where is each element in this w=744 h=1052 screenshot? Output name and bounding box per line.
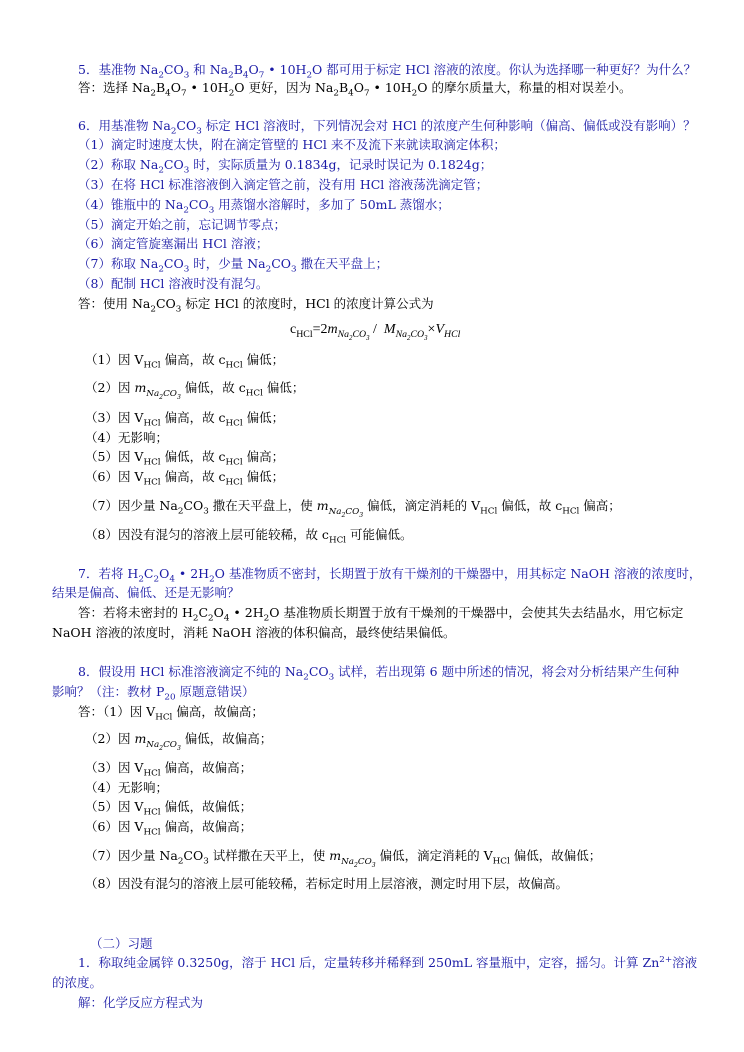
- hcl-concentration-formula: $c_{HCl}=2m_{Na_2CO_3} / M_{Na_2CO_3}\times V_{HCl}$: [290, 322, 461, 342]
- answer-8-item: （4）无影响；: [85, 780, 168, 795]
- problem-1: 1．称取纯金属锌 0.3250g，溶于 HCl 后，定量转移并稀释到 250mL 容量瓶中，定容，摇匀。计算 $Zn^{2+}$溶液: [78, 954, 698, 970]
- answer-8-item: 答：（1）因 $V_{HCl}$ 偏高，故偏高；: [78, 704, 264, 723]
- answer-8-item: （7）因少量 $Na_2CO_3$ 试样撒在天平上，使 $m_{Na_2CO_3}$ 偏低，滴定消耗的 $V_{HCl}$ 偏低，故偏低；: [85, 848, 602, 869]
- problem-1-cont: 的浓度。: [52, 975, 103, 990]
- answer-6-item: （2）因 $m_{Na_2CO_3}$ 偏低，故 $c_{HCl}$ 偏低；: [85, 380, 305, 401]
- question-6-item: （1）滴定时速度太快，附在滴定管壁的 HCl 来不及流下来就读取滴定体积；: [78, 137, 506, 152]
- answer-8-item: （2）因 $m_{Na_2CO_3}$ 偏低，故偏高；: [85, 731, 273, 752]
- question-6-item: （6）滴定管旋塞漏出 HCl 溶液；: [78, 236, 269, 251]
- answer-8-item: （5）因 $V_{HCl}$ 偏低，故偏低；: [85, 799, 253, 818]
- question-6-item: （8）配制 HCl 溶液时没有混匀。: [78, 276, 269, 291]
- question-8: 8．假设用 HCl 标准溶液滴定不纯的 $Na_2CO_3$ 试样，若出现第 6 题中所述的情况，将会对分析结果产生何种: [78, 664, 680, 683]
- question-7-cont: 结果是偏高、偏低、还是无影响？: [52, 585, 240, 600]
- answer-8-item: （3）因 $V_{HCl}$ 偏高，故偏高；: [85, 760, 253, 779]
- question-6: 6．用基准物 $Na_2CO_3$ 标定 HCl 溶液时，下列情况会对 HCl 的浓度产生何种影响（偏高、偏低或没有影响）？: [78, 118, 696, 137]
- answer-6-intro: 答：使用 $Na_2CO_3$ 标定 HCl 的浓度时，HCl 的浓度计算公式为: [78, 296, 434, 315]
- answer-6-item: （8）因没有混匀的溶液上层可能较稀，故 $c_{HCl}$ 可能偏低。: [85, 527, 413, 546]
- answer-8-item: （8）因没有混匀的溶液上层可能较稀，若标定时用上层溶液，测定时用下层，故偏高。: [85, 876, 568, 891]
- question-6-item: （5）滴定开始之前，忘记调节零点；: [78, 217, 286, 232]
- answer-6-item: （4）无影响；: [85, 430, 168, 445]
- answer-6-item: （6）因 $V_{HCl}$ 偏高，故 $c_{HCl}$ 偏低；: [85, 469, 285, 488]
- section-heading-exercises: （二）习题: [90, 936, 153, 951]
- question-6-item: （2）称取 $Na_2CO_3$ 时，实际质量为 0.1834g，记录时误记为 0.1824g；: [78, 157, 493, 176]
- answer-8-item: （6）因 $V_{HCl}$ 偏高，故偏高；: [85, 819, 253, 838]
- answer-5: 答：选择 $Na_2B_4O_7$ • $10H_2O$ 更好，因为 $Na_2B_4O_7$ • $10H_2O$ 的摩尔质量大，称量的相对误差小。: [78, 80, 632, 99]
- answer-6-item: （3）因 $V_{HCl}$ 偏高，故 $c_{HCl}$ 偏低；: [85, 410, 285, 429]
- question-6-item: （4）锥瓶中的 $Na_2CO_3$ 用蒸馏水溶解时，多加了 50mL 蒸馏水；: [78, 197, 450, 216]
- answer-6-item: （1）因 $V_{HCl}$ 偏高，故 $c_{HCl}$ 偏低；: [85, 352, 285, 371]
- question-8-cont: 影响？（注：教材 $P_{20}$ 原题意错误）: [52, 684, 255, 703]
- question-5: 5．基准物 $Na_2CO_3$ 和 $Na_2B_4O_7$ • $10H_2O$ 都可用于标定 HCl 溶液的浓度。你认为选择哪一种更好？为什么？: [78, 62, 697, 81]
- answer-6-item: （7）因少量 $Na_2CO_3$ 撒在天平盘上，使 $m_{Na_2CO_3}$ 偏低，滴定消耗的 $V_{HCl}$ 偏低，故 $c_{HCl}$ 偏高；: [85, 498, 621, 519]
- answer-6-item: （5）因 $V_{HCl}$ 偏低，故 $c_{HCl}$ 偏高；: [85, 449, 285, 468]
- question-6-item: （7）称取 $Na_2CO_3$ 时，少量 $Na_2CO_3$ 撒在天平盘上；: [78, 256, 389, 275]
- answer-7-cont: NaOH 溶液的浓度时，消耗 NaOH 溶液的体积偏高，最终使结果偏低。: [52, 625, 456, 640]
- answer-7: 答：若将未密封的 $H_2C_2O_4$ • $2H_2O$ 基准物质长期置于放有干燥剂的干燥器中，会使其失去结晶水，用它标定: [78, 605, 684, 624]
- question-7: 7．若将 $H_2C_2O_4$ • $2H_2O$ 基准物质不密封，长期置于放有干燥剂的干燥器中，用其标定 NaOH 溶液的浓度时，: [78, 566, 702, 585]
- solution-1-intro: 解：化学反应方程式为: [78, 995, 204, 1010]
- question-6-item: （3）在将 HCl 标准溶液倒入滴定管之前，没有用 HCl 溶液荡洗滴定管；: [78, 177, 489, 192]
